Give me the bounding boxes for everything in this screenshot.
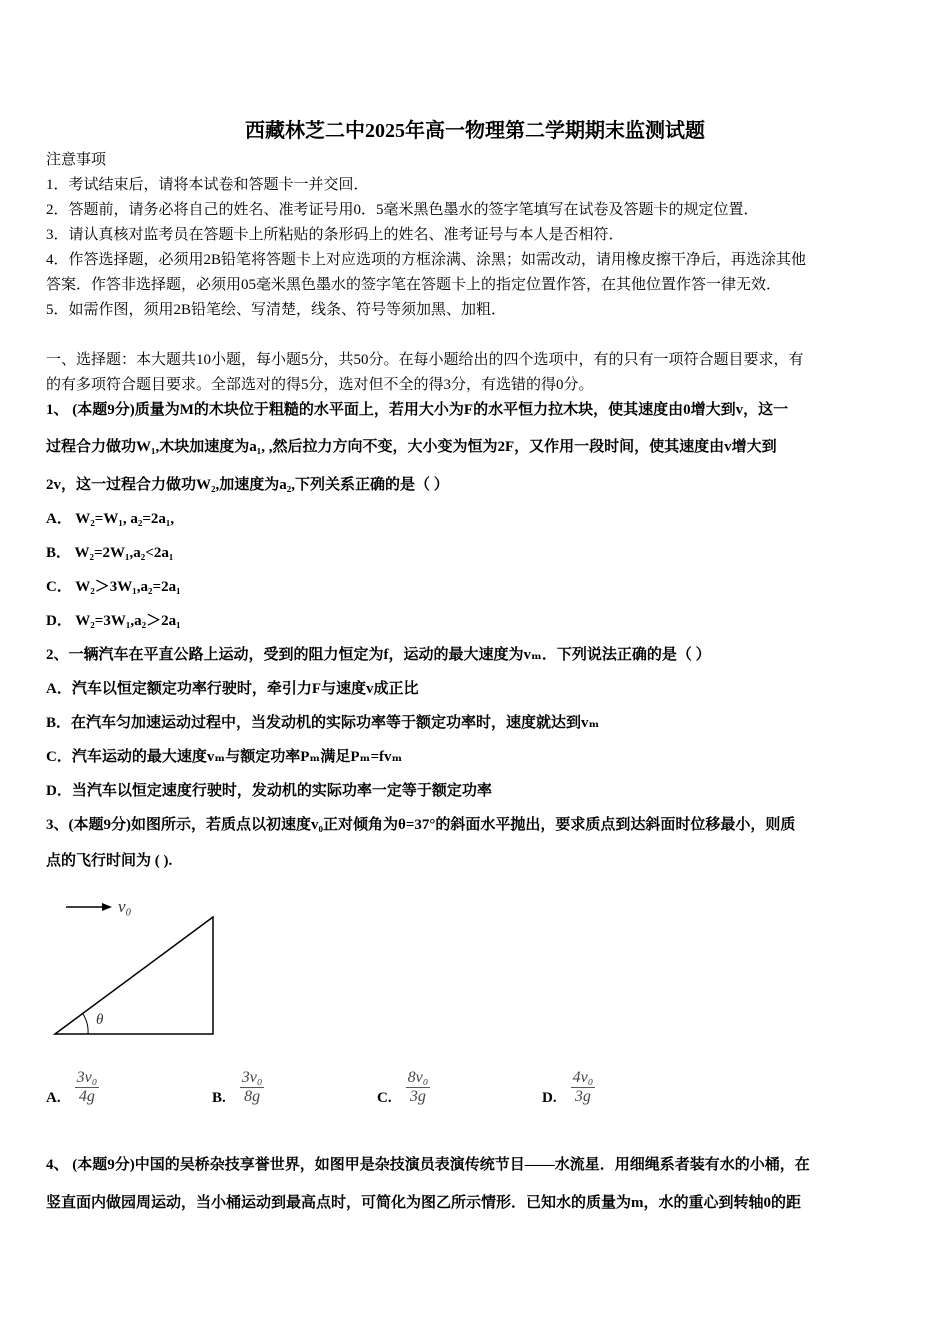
q2-option-b: B．在汽车匀加速运动过程中，当发动机的实际功率等于额定功率时，速度就达到vₘ bbox=[46, 715, 600, 731]
q2-text: 2、一辆汽车在平直公路上运动，受到的阻力恒定为f，运动的最大速度为vₘ．下列说法正确的是（ ） bbox=[46, 647, 711, 663]
incline-figure bbox=[50, 892, 225, 1042]
q1-text: 过程合力做功W₁,木块加速度为a₁, ,然后拉力方向不变，大小变为恒为2F，又作用一段时间，使其速度由v增大到 bbox=[46, 439, 777, 455]
theta-label: θ bbox=[96, 1012, 104, 1028]
q1-text: 1、 (本题9分)质量为M的木块位于粗糙的水平面上，若用大小为F的水平恒力拉木块，使其速度由0增大到v，这一 bbox=[46, 402, 789, 418]
note-item: 3．请认真核对监考员在答题卡上所粘贴的条形码上的姓名、准考证号与本人是否相符． bbox=[46, 227, 624, 243]
q4-text: 竖直面内做园周运动，当小桶运动到最高点时，可简化为图乙所示情形．已知水的质量为m，水的重心到转轴0的距 bbox=[46, 1195, 802, 1211]
q1-option-a: A． W₂=W₁, a₂=2a₁, bbox=[46, 511, 175, 527]
incline-triangle bbox=[55, 917, 213, 1034]
note-item: 答案．作答非选择题，必须用05毫米黑色墨水的签字笔在答题卡上的指定位置作答，在其他位置作答一律无效． bbox=[46, 277, 782, 293]
q4-text: 4、 (本题9分)中国的吴桥杂技享誉世界，如图甲是杂技演员表演传统节目——水流星．用细绳系者装有水的小桶，在 bbox=[46, 1157, 810, 1173]
q1-option-d: D． W₂=3W₁,a₂＞2a₁ bbox=[46, 613, 181, 629]
q2-option-a: A．汽车以恒定额定功率行驶时，牵引力F与速度v成正比 bbox=[46, 681, 419, 697]
note-item: 2．答题前，请务必将自己的姓名、准考证号用0．5毫米黑色墨水的签字笔填写在试卷及答题卡的规定位置． bbox=[46, 202, 759, 218]
note-item: 5．如需作图，须用2B铅笔绘、写清楚，线条、符号等须加黑、加粗． bbox=[46, 302, 507, 318]
section-intro: 一、选择题：本大题共10小题，每小题5分，共50分。在每小题给出的四个选项中，有的只有一项符合题目要求，有 bbox=[46, 352, 804, 368]
note-item: 4．作答选择题，必须用2B铅笔将答题卡上对应选项的方框涂满、涂黑；如需改动，请用橡皮擦干净后，再选涂其他 bbox=[46, 252, 807, 268]
q1-option-b: B． W₂=2W₁,a₂<2a₁ bbox=[46, 545, 174, 561]
q3-option-b: B. $\frac{\text{3v₀}}{8g}$ bbox=[212, 1069, 263, 1106]
q1-text: 2v，这一过程合力做功W₂,加速度为a₂,下列关系正确的是（ ） bbox=[46, 477, 449, 493]
v0-label: v₀ bbox=[118, 897, 132, 916]
page-title: 西藏林芝二中2025年高一物理第二学期期末监测试题 bbox=[245, 120, 705, 142]
q3-option-d: D. $\frac{\text{4v₀}}{3g}$ bbox=[542, 1069, 594, 1106]
section-intro: 的有多项符合题目要求。全部选对的得5分，选对但不全的得3分，有选错的得0分。 bbox=[46, 377, 594, 393]
q3-text: 点的飞行时间为 ( ). bbox=[46, 853, 173, 869]
q2-option-c: C．汽车运动的最大速度vₘ与额定功率Pₘ满足Pₘ=fvₘ bbox=[46, 749, 403, 765]
q1-option-c: C． W₂＞3W₁,a₂=2a₁ bbox=[46, 579, 181, 595]
note-item: 1．考试结束后，请将本试卷和答题卡一并交回． bbox=[46, 177, 369, 193]
q3-option-a: A. $\frac{\text{3v₀}}{4g}$ bbox=[46, 1069, 98, 1106]
q3-option-c: C. $\frac{\text{8v₀}}{3g}$ bbox=[377, 1069, 429, 1106]
q3-text: 3、(本题9分)如图所示，若质点以初速度v₀正对倾角为θ=37°的斜面水平抛出，要求质点到达斜面时位移最小，则质 bbox=[46, 817, 796, 833]
q2-option-d: D．当汽车以恒定速度行驶时，发动机的实际功率一定等于额定功率 bbox=[46, 783, 492, 799]
notes-heading: 注意事项 bbox=[46, 152, 107, 168]
